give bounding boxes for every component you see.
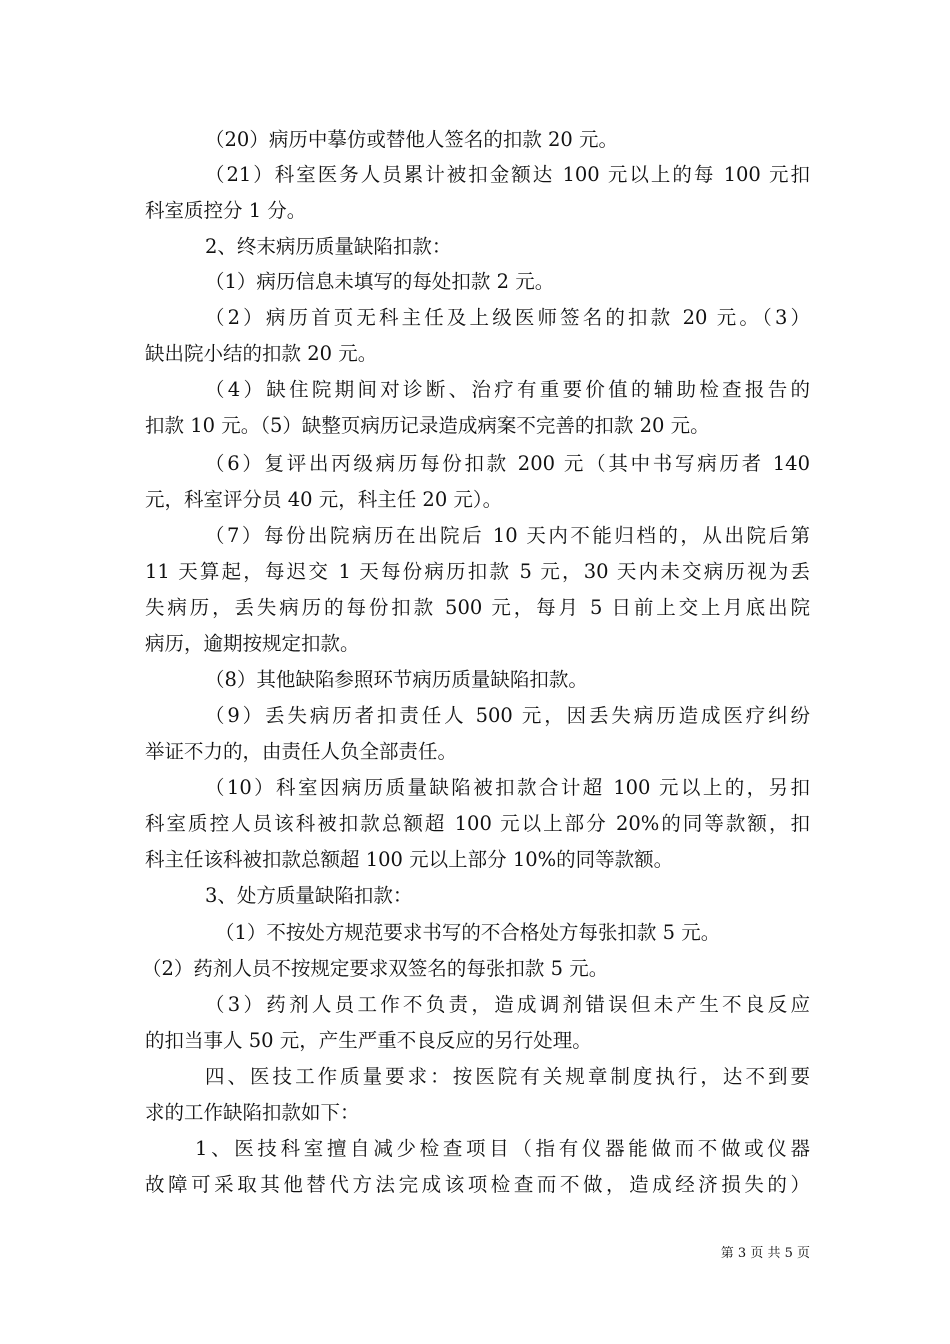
text-line-24: （2）药剂人员不按规定要求双签名的每张扣款 5 元。 bbox=[142, 957, 609, 980]
text-line-28: 求的工作缺陷扣款如下： bbox=[145, 1101, 360, 1124]
text-line-10: （6）复评出丙级病历每份扣款 200 元（其中书写病历者 140 bbox=[205, 452, 810, 475]
text-line-23: （1）不按处方规范要求书写的不合格处方每张扣款 5 元。 bbox=[215, 921, 721, 944]
text-line-22: 3、处方质量缺陷扣款： bbox=[205, 884, 413, 907]
text-line-3: 科室质控分 1 分。 bbox=[145, 199, 307, 222]
text-line-18: 举证不力的，由责任人负全部责任。 bbox=[145, 740, 458, 763]
text-line-9: 扣款 10 元。（5）缺整页病历记录造成病案不完善的扣款 20 元。 bbox=[145, 414, 710, 437]
text-line-8: （4）缺住院期间对诊断、治疗有重要价值的辅助检查报告的 bbox=[205, 378, 810, 401]
text-line-11: 元，科室评分员 40 元，科主任 20 元）。 bbox=[145, 488, 503, 511]
text-line-4: 2、终末病历质量缺陷扣款： bbox=[205, 235, 452, 258]
text-line-25: （3）药剂人员工作不负责，造成调剂错误但未产生不良反应 bbox=[205, 993, 810, 1016]
text-line-2: （21）科室医务人员累计被扣金额达 100 元以上的每 100 元扣 bbox=[205, 163, 810, 186]
page-number: 第 3 页 共 5 页 bbox=[720, 1246, 810, 1261]
text-line-30: 故障可采取其他替代方法完成该项检查而不做，造成经济损失的） bbox=[145, 1173, 810, 1196]
text-line-26: 的扣当事人 50 元，产生严重不良反应的另行处理。 bbox=[145, 1029, 592, 1052]
text-line-15: 病历，逾期按规定扣款。 bbox=[145, 632, 360, 655]
text-line-1: （20）病历中摹仿或替他人签名的扣款 20 元。 bbox=[205, 128, 619, 151]
text-line-17: （9）丢失病历者扣责任人 500 元，因丢失病历造成医疗纠纷 bbox=[205, 704, 810, 727]
text-line-13: 11 天算起，每迟交 1 天每份病历扣款 5 元，30 天内未交病历视为丢 bbox=[145, 560, 810, 583]
text-line-27: 四、医技工作质量要求：按医院有关规章制度执行，达不到要 bbox=[205, 1065, 810, 1088]
text-line-7: 缺出院小结的扣款 20 元。 bbox=[145, 342, 378, 365]
text-line-29: 1、医技科室擅自减少检查项目（指有仪器能做而不做或仪器 bbox=[195, 1137, 810, 1160]
text-line-12: （7）每份出院病历在出院后 10 天内不能归档的，从出院后第 bbox=[205, 524, 810, 547]
text-line-5: （1）病历信息未填写的每处扣款 2 元。 bbox=[205, 270, 555, 293]
text-line-6: （2）病历首页无科主任及上级医师签名的扣款 20 元。（3） bbox=[205, 306, 810, 329]
text-line-21: 科主任该科被扣款总额超 100 元以上部分 10%的同等款额。 bbox=[145, 848, 674, 871]
text-line-19: （10）科室因病历质量缺陷被扣款合计超 100 元以上的，另扣 bbox=[205, 776, 810, 799]
text-line-20: 科室质控人员该科被扣款总额超 100 元以上部分 20%的同等款额，扣 bbox=[145, 812, 810, 835]
text-line-16: （8）其他缺陷参照环节病历质量缺陷扣款。 bbox=[205, 668, 588, 691]
text-line-14: 失病历，丢失病历的每份扣款 500 元，每月 5 日前上交上月底出院 bbox=[145, 596, 810, 619]
